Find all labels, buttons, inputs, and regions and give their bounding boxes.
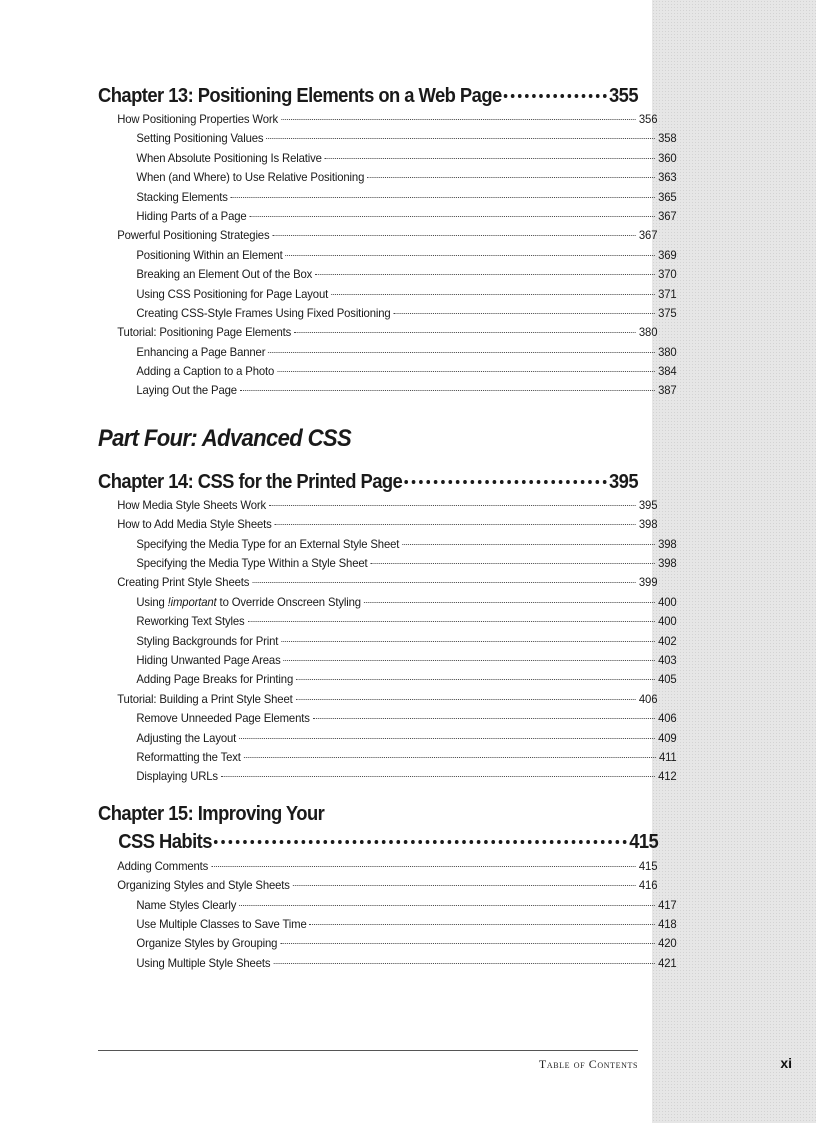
toc-entry-page: 403	[658, 652, 677, 667]
toc-entry-title: Creating CSS-Style Frames Using Fixed Positioning	[136, 305, 391, 320]
toc-entry-title: Name Styles Clearly	[136, 897, 237, 912]
toc-entry-title: How Positioning Properties Work	[117, 112, 279, 126]
footer-rule	[98, 1050, 638, 1051]
chapter-14-heading[interactable]	[98, 468, 638, 496]
toc-entry[interactable]	[98, 168, 677, 187]
chapter-title: Chapter 14: CSS for the Printed Page	[98, 470, 403, 493]
toc-entry[interactable]	[98, 362, 677, 381]
toc-entry-page: 399	[638, 575, 658, 590]
toc-entry-title: Adding Page Breaks for Printing	[136, 672, 294, 687]
toc-entry-title	[136, 593, 361, 612]
toc-entry[interactable]	[98, 323, 657, 342]
toc-entry-title: Laying Out the Page	[136, 383, 237, 398]
toc-content	[98, 82, 677, 977]
toc-entry-title: Displaying URLs	[136, 769, 218, 784]
toc-entry-page: 412	[658, 769, 677, 784]
toc-entry-page: 371	[658, 286, 677, 301]
toc-entry-title: Tutorial: Building a Print Style Sheet	[117, 691, 293, 706]
dot-leader	[404, 470, 607, 484]
chapter-15-heading[interactable]	[98, 827, 658, 857]
toc-entry[interactable]	[98, 304, 677, 323]
dot-leader	[231, 187, 656, 198]
toc-entry-title: Adding Comments	[117, 858, 209, 873]
dot-leader	[272, 225, 636, 236]
dot-leader	[239, 728, 655, 739]
toc-entry-title: When (and Where) to Use Relative Positioning	[136, 170, 365, 185]
toc-entry-title: How Media Style Sheets Work	[117, 497, 267, 512]
toc-entry[interactable]	[98, 381, 677, 400]
toc-entry-page: 370	[658, 267, 677, 282]
toc-entry-title: Use Multiple Classes to Save Time	[136, 916, 307, 931]
toc-entry-page: 398	[658, 556, 677, 571]
toc-entry-title: Reformatting the Text	[136, 749, 241, 764]
toc-entry[interactable]	[98, 709, 677, 728]
toc-entry[interactable]	[98, 554, 677, 573]
chapter-13-heading[interactable]	[98, 82, 638, 110]
toc-entry[interactable]	[98, 690, 657, 709]
toc-entry-page: 402	[658, 633, 677, 648]
dot-leader	[286, 245, 656, 256]
dot-leader	[402, 534, 655, 545]
toc-entry-title: Organize Styles by Grouping	[136, 936, 278, 951]
title-prefix: Using	[136, 594, 168, 609]
toc-entry-page: 411	[658, 749, 677, 764]
toc-entry[interactable]	[98, 954, 677, 973]
toc-entry[interactable]	[98, 857, 657, 876]
toc-entry[interactable]	[98, 896, 677, 915]
toc-entry-page: 409	[658, 730, 677, 745]
title-suffix: to Override Onscreen Styling	[216, 594, 361, 609]
toc-entry-page: 421	[658, 955, 677, 970]
dot-leader	[273, 953, 655, 964]
chapter-title: Chapter 13: Positioning Elements on a Web Page	[98, 85, 502, 107]
dot-leader	[296, 669, 655, 680]
dot-leader	[239, 895, 655, 906]
dot-leader	[266, 128, 655, 139]
dot-leader	[277, 361, 655, 372]
toc-entry-page: 418	[658, 916, 677, 931]
toc-entry[interactable]	[98, 285, 677, 304]
toc-entry-page: 398	[658, 536, 677, 551]
toc-entry-title: Enhancing a Page Banner	[136, 344, 266, 359]
dot-leader	[313, 708, 656, 719]
toc-entry-title: Positioning Within an Element	[136, 247, 283, 262]
dot-leader	[293, 875, 636, 886]
toc-entry[interactable]	[98, 876, 657, 895]
toc-entry-title: Using Multiple Style Sheets	[136, 955, 271, 970]
toc-entry[interactable]	[98, 496, 657, 515]
dot-leader	[325, 148, 656, 159]
toc-entry-page: 398	[638, 517, 658, 532]
toc-entry-title: Specifying the Media Type Within a Style Sheet	[136, 556, 368, 571]
dot-leader	[269, 495, 636, 506]
dot-leader	[214, 830, 628, 844]
toc-entry[interactable]	[98, 515, 657, 534]
toc-entry[interactable]	[98, 110, 657, 129]
toc-entry-title: Styling Backgrounds for Print	[136, 633, 279, 648]
toc-entry-page: 356	[638, 112, 658, 126]
dot-leader	[310, 914, 656, 925]
toc-entry-title: Powerful Positioning Strategies	[117, 228, 270, 243]
dot-leader	[331, 284, 655, 295]
toc-entry-page: 384	[658, 364, 677, 379]
chapter-page: 355	[608, 85, 639, 107]
dot-leader	[393, 303, 655, 314]
chapter-page: 395	[608, 470, 639, 493]
chapter-page: 415	[629, 830, 659, 853]
toc-entry[interactable]	[98, 343, 677, 362]
toc-entry-page: 367	[638, 228, 658, 243]
toc-entry-title: How to Add Media Style Sheets	[117, 517, 272, 532]
toc-entry[interactable]	[98, 670, 677, 689]
toc-entry[interactable]	[98, 612, 677, 631]
toc-entry[interactable]	[98, 593, 677, 612]
dot-leader	[315, 264, 655, 275]
toc-entry-title: Remove Unneeded Page Elements	[136, 711, 310, 726]
dot-leader	[275, 514, 636, 525]
dot-leader	[281, 631, 655, 642]
chapter-title-line-2: CSS Habits	[118, 830, 212, 853]
chapter-14-entries	[98, 496, 677, 787]
dot-leader	[252, 572, 636, 583]
toc-entry[interactable]	[98, 226, 657, 245]
toc-entry-page: 360	[658, 150, 677, 165]
toc-entry-page: 380	[658, 344, 677, 359]
dot-leader	[221, 766, 655, 777]
toc-entry-title: Breaking an Element Out of the Box	[136, 267, 313, 282]
toc-entry-page: 358	[658, 131, 677, 146]
chapter-15-section	[98, 801, 677, 973]
toc-entry-title: Adding a Caption to a Photo	[136, 364, 275, 379]
chapter-15-entries	[98, 857, 677, 973]
page-number: xi	[780, 1055, 792, 1071]
toc-entry-title: Setting Positioning Values	[136, 131, 264, 146]
chapter-13-entries	[98, 110, 677, 401]
toc-entry-title: Hiding Unwanted Page Areas	[136, 652, 281, 667]
dot-leader	[244, 747, 656, 758]
toc-entry-page: 387	[658, 383, 677, 398]
toc-entry[interactable]	[98, 934, 677, 953]
dot-leader	[367, 167, 655, 178]
toc-entry-title: Using CSS Positioning for Page Layout	[136, 286, 329, 301]
toc-entry[interactable]	[98, 915, 677, 934]
toc-entry-title: Hiding Parts of a Page	[136, 208, 247, 223]
toc-entry[interactable]	[98, 207, 677, 226]
toc-entry[interactable]	[98, 729, 677, 748]
toc-entry-page: 416	[638, 878, 658, 893]
toc-entry[interactable]	[98, 129, 677, 148]
toc-entry-page: 417	[658, 897, 677, 912]
toc-entry-page: 400	[658, 614, 677, 629]
toc-entry-page: 406	[638, 691, 658, 706]
toc-entry-title: Specifying the Media Type for an External Style Sheet	[136, 536, 400, 551]
dot-leader	[249, 206, 655, 217]
dot-leader	[370, 553, 655, 564]
toc-entry-page: 400	[658, 594, 677, 609]
toc-entry-page: 395	[638, 497, 658, 512]
toc-entry-page: 375	[658, 305, 677, 320]
chapter-13-section	[98, 82, 677, 401]
dot-leader	[504, 84, 608, 98]
toc-entry-page: 406	[658, 711, 677, 726]
toc-entry-page: 363	[658, 170, 677, 185]
toc-entry[interactable]	[98, 767, 677, 786]
toc-entry-page: 365	[658, 189, 677, 204]
toc-entry-title: Adjusting the Layout	[136, 730, 237, 745]
dot-leader	[280, 933, 655, 944]
dot-leader	[211, 856, 636, 867]
dot-leader	[283, 650, 655, 661]
toc-entry-page: 405	[658, 672, 677, 687]
toc-entry[interactable]	[98, 265, 677, 284]
chapter-title-line-1[interactable]: Chapter 15: Improving Your	[98, 802, 325, 825]
toc-entry[interactable]	[98, 246, 677, 265]
toc-entry-title: Stacking Elements	[136, 189, 228, 204]
toc-entry[interactable]	[98, 188, 677, 207]
dot-leader	[240, 380, 655, 391]
toc-entry-title: When Absolute Positioning Is Relative	[136, 150, 322, 165]
part-four-title: Part Four: Advanced CSS	[98, 424, 352, 452]
dot-leader	[295, 689, 636, 700]
toc-entry[interactable]	[98, 535, 677, 554]
toc-entry-title: Tutorial: Positioning Page Elements	[117, 325, 292, 340]
toc-entry-page: 415	[638, 858, 658, 873]
dot-leader	[281, 109, 636, 120]
title-emphasis: !important	[167, 594, 217, 609]
toc-entry[interactable]	[98, 149, 677, 168]
toc-entry-title: Organizing Styles and Style Sheets	[117, 878, 290, 893]
toc-entry-page: 369	[658, 247, 677, 262]
dot-leader	[294, 322, 636, 333]
footer-running-head: Table of Contents	[538, 1057, 638, 1071]
toc-entry-page: 420	[658, 936, 677, 951]
toc-entry-title: Reworking Text Styles	[136, 614, 245, 629]
toc-entry-page: 367	[658, 208, 677, 223]
toc-entry-title: Creating Print Style Sheets	[117, 575, 250, 590]
dot-leader	[268, 342, 655, 353]
dot-leader	[364, 592, 655, 603]
chapter-14-section	[98, 468, 677, 787]
toc-entry[interactable]	[98, 573, 657, 592]
toc-entry-page: 380	[638, 325, 658, 340]
toc-entry[interactable]	[98, 748, 677, 767]
toc-entry[interactable]	[98, 632, 677, 651]
toc-entry[interactable]	[98, 651, 677, 670]
dot-leader	[247, 611, 655, 622]
